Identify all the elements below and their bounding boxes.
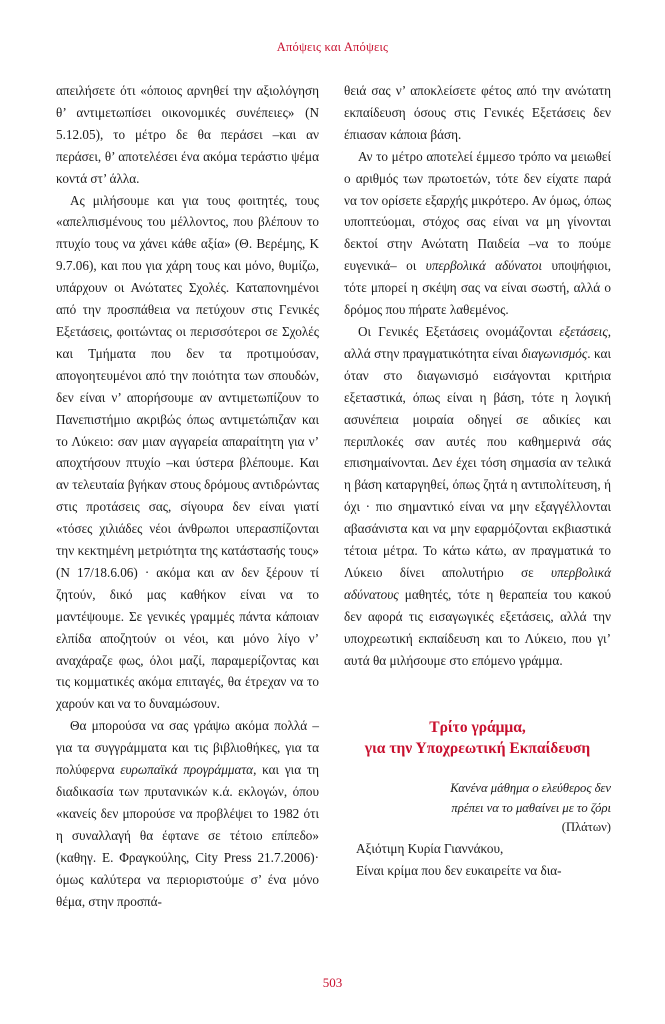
text-run: Θα μπορούσα να σας γράψω ακόμα πολλά –για τα συγγράμματα και τις βιβλιοθήκες, για τα πολύφερνα — [56, 718, 319, 778]
salutation: Αξιότιμη Κυρία Γιαννάκου, — [356, 840, 504, 856]
paragraph — [344, 146, 611, 321]
text-run: , αλλά στην πραγματικότητα είναι — [344, 323, 611, 361]
letter-title — [344, 717, 611, 759]
paragraph — [56, 715, 319, 912]
text-run: υποψήφιοι, τότε μπορεί η σκέψη σας να είναι σωστή, αλλά ο δρόμος που πήρατε λαθεμένος. — [344, 258, 611, 318]
emphasis: διαγωνισμός — [521, 345, 588, 361]
text-run: μαθητές, τότε η θεραπεία του κακού δεν αφορά τις εισαγωγικές εξετάσεις, αλλά την υποχρεωτική εκπαίδευση και το Λύκειο, που γι’ αυτά θα μιλήσουμε στο επόμενο γράμμα. — [344, 586, 611, 668]
paragraph: απειλήσετε ότι «όποιος αρνηθεί την αξιολόγηση θ’ αντιμετωπίσει οικονομικές συνέπειες» (Ν 5.12.05), το μέτρο δε θα περάσει –και αν περάσει, θ’ αποτελέσει ένα ακόμα τεράστιο ψέμα κοντά στ’ άλλα. — [56, 83, 319, 186]
emphasis: ευρωπαϊκά προγράμματα — [120, 762, 254, 778]
epigraph-source: (Πλάτων) — [561, 820, 611, 835]
epigraph-line: Κανένα μάθημα ο ελεύθερος δεν — [450, 781, 611, 796]
epigraph — [344, 779, 611, 818]
paragraph: Ας μιλήσουμε και για τους φοιτητές, τους «απελπισμένους του μέλλοντος, που βλέπουν το πτυχίο τους να χάνει κάθε αξία» (Θ. Βερέμης, Κ 9.7.06), και που για χάρη τους και μόνο, θυμίζω, υπάρχουν οι Ανώτατες Σχολές. Καταπονημένοι από την προσπάθεια να πετύχουν στις Γενικές Εξετάσεις, φοιτώντας οι περισσότεροι σε Σχολές και Τμήματα που δεν τα προτιμούσαν, απογοητευμένοι από την ποιότητα των σπουδών, δεν είναι ν’ απορήσουμε αν αντιμετωπίζουν το Πανεπιστήμιο ακριβώς όπως αντιμετώπιζαν και το Λύκειο: σαν μιαν αγγαρεία απαραίτητη για ν’ αποχτήσουν πτυχίο –και ύστερα βλέπουμε. Και αν τελευταία βγήκαν στους δρόμους αντιδρώντας στις προτάσεις σας, σίγουρα δεν είναι γιατί «τόσες χιλιάδες νέοι άνθρωποι υπερασπίζονται την κεκτημένη μετριότητα της κατάστασής τους» (Ν 17/18.6.06) · ακόμα και αν δεν ξέρουν τί ζητούν, δικό μας καθήκον είναι να το μαντέψουμε. Σε γενικές γραμμές πάντα κάποιαν ελπίδα αποζητούν οι νέοι, και μόνο λίγο ν’ αναχάραζε φως, όλοι μαζί, παραμερίζοντας και τις κομματικές ακόμα επιταγές, θα έτρεχαν να το χαρούν και να το δυναμώσουν. — [56, 192, 319, 712]
letter-title-line: Τρίτο γράμμα, — [429, 719, 526, 737]
text-run: Αν το μέτρο αποτελεί έμμεσο τρόπο να μειωθεί ο αριθμός των πρωτοετών, τότε δεν είχατε παρά να τον ορίσετε εξαρχής μικρότερο. Αν όμως, όπως υποπτεύομαι, στόχος σας είναι να μη γίνονται δεκτοί στην Ανώτατη Παιδεία –να το πούμε ευγενικά– οι — [344, 148, 611, 274]
text-run: . και όταν στο διαγωνισμό εισάγονται κριτήρια εξεταστικά, όπως είναι η βάση, τότε η λογική ασυνέπεια μοιραία οδηγεί σε αδικίες και περιπλοκές σαν αυτές που καθημερινά σάς επισημαίνονται. Δεν έχει τόση σημασία αν τελικά η βάση καταργηθεί, όπως ζητά η αντιπολίτευση, ή όχι · πιο σημαντικό είναι να μην εξαγγέλλονται αβασάνιστα και να μην εφαρμόζονται εκβιαστικά τέτοια μέτρα. Το κάτω κάτω, αν πραγματικά το Λύκειο δίνει απολυτήριο σε — [344, 345, 611, 580]
text-run: , και για τη διαδικασία των πρυτανικών κ.ά. εκλογών, όπου «κανείς δεν μπορούσε να προβλέψει το 1982 ότι η συναλλαγή θα έφτανε σε τέτοιο επίπεδο» (καθηγ. Ε. Φραγκούλης, City Press 21.7.2006)· όμως καλύτερα να περιοριστούμε σ’ ένα μόνο θέμα, στην προσπά- — [56, 762, 320, 909]
emphasis: υπερβολικά αδύνατους — [344, 564, 611, 602]
letter-title-line: για την Υποχρεωτική Εκπαίδευση — [364, 740, 591, 758]
left-column — [56, 80, 319, 912]
running-head: Απόψεις και Απόψεις — [276, 40, 389, 54]
paragraph: θειά σας ν’ αποκλείσετε φέτος από την ανώτατη εκπαίδευση όσους στις Γενικές Εξετάσεις δεν έπιασαν κάποια βάση. — [344, 83, 611, 142]
right-column — [344, 80, 611, 882]
page-number: 503 — [322, 975, 343, 990]
emphasis: εξετάσεις — [559, 323, 608, 339]
epigraph-line: πρέπει να το μαθαίνει με το ζόρι — [451, 800, 611, 815]
text-run: Οι Γενικές Εξετάσεις ονομάζονται — [358, 323, 560, 339]
letter-opening: Είναι κρίμα που δεν ευκαιρείτε να δια- — [356, 862, 562, 878]
paragraph — [344, 321, 611, 672]
emphasis: υπερβολικά αδύνατοι — [425, 258, 543, 274]
